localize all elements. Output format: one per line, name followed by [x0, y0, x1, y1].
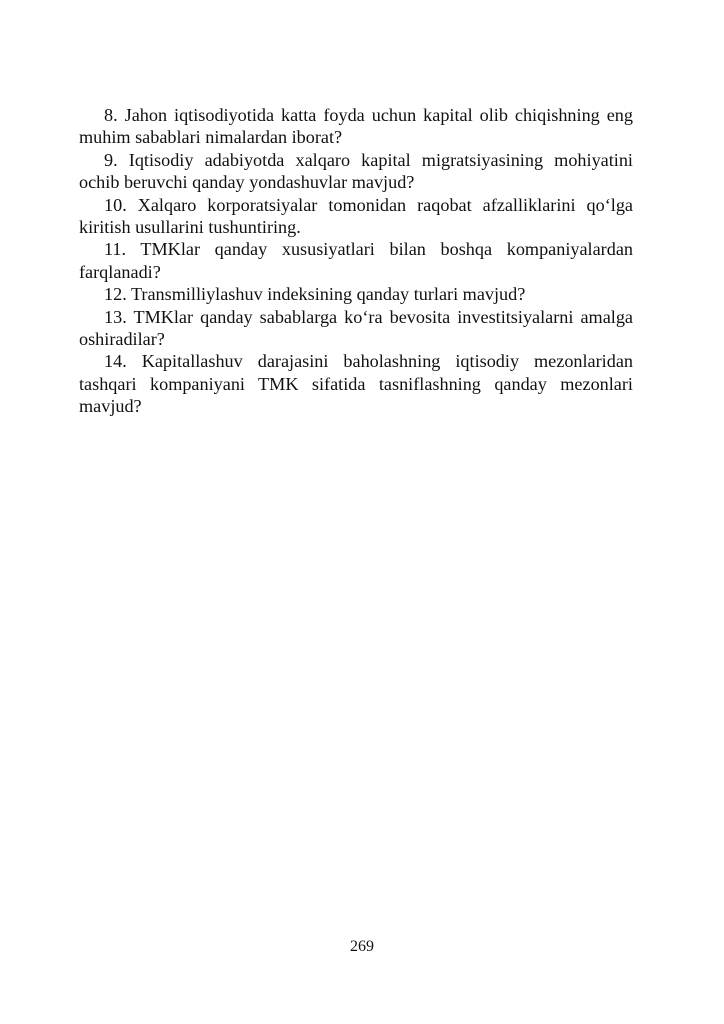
- question-9: 9. Iqtisodiy adabiyotda xalqaro kapital migratsiyasining mohiyatini ochib beruvchi qanday yondashuvlar mavjud?: [79, 149, 633, 193]
- question-8: 8. Jahon iqtisodiyotida katta foyda uchun kapital olib chiqishning eng muhim sabablari nimalardan iborat?: [79, 105, 633, 148]
- page-number: 269: [350, 938, 374, 955]
- question-list: [79, 104, 633, 418]
- question-12: 12. Transmilliylashuv indeksining qanday turlari mavjud?: [104, 284, 526, 305]
- question-13: 13. TMKlar qanday sabablarga ko‘ra bevosita investitsiyalarni amalga oshiradilar?: [79, 306, 633, 350]
- question-14: 14. Kapitallashuv darajasini baholashning iqtisodiy mezonlaridan tashqari kompaniyani TMK sifatida tasniflashning qanday mezonlari mavjud?: [79, 351, 633, 417]
- question-11: 11. TMKlar qanday xususiyatlari bilan boshqa kompaniyalardan farqlanadi?: [79, 239, 633, 282]
- question-10: 10. Xalqaro korporatsiyalar tomonidan raqobat afzalliklarini qo‘lga kiritish usullarini tushuntiring.: [79, 194, 633, 238]
